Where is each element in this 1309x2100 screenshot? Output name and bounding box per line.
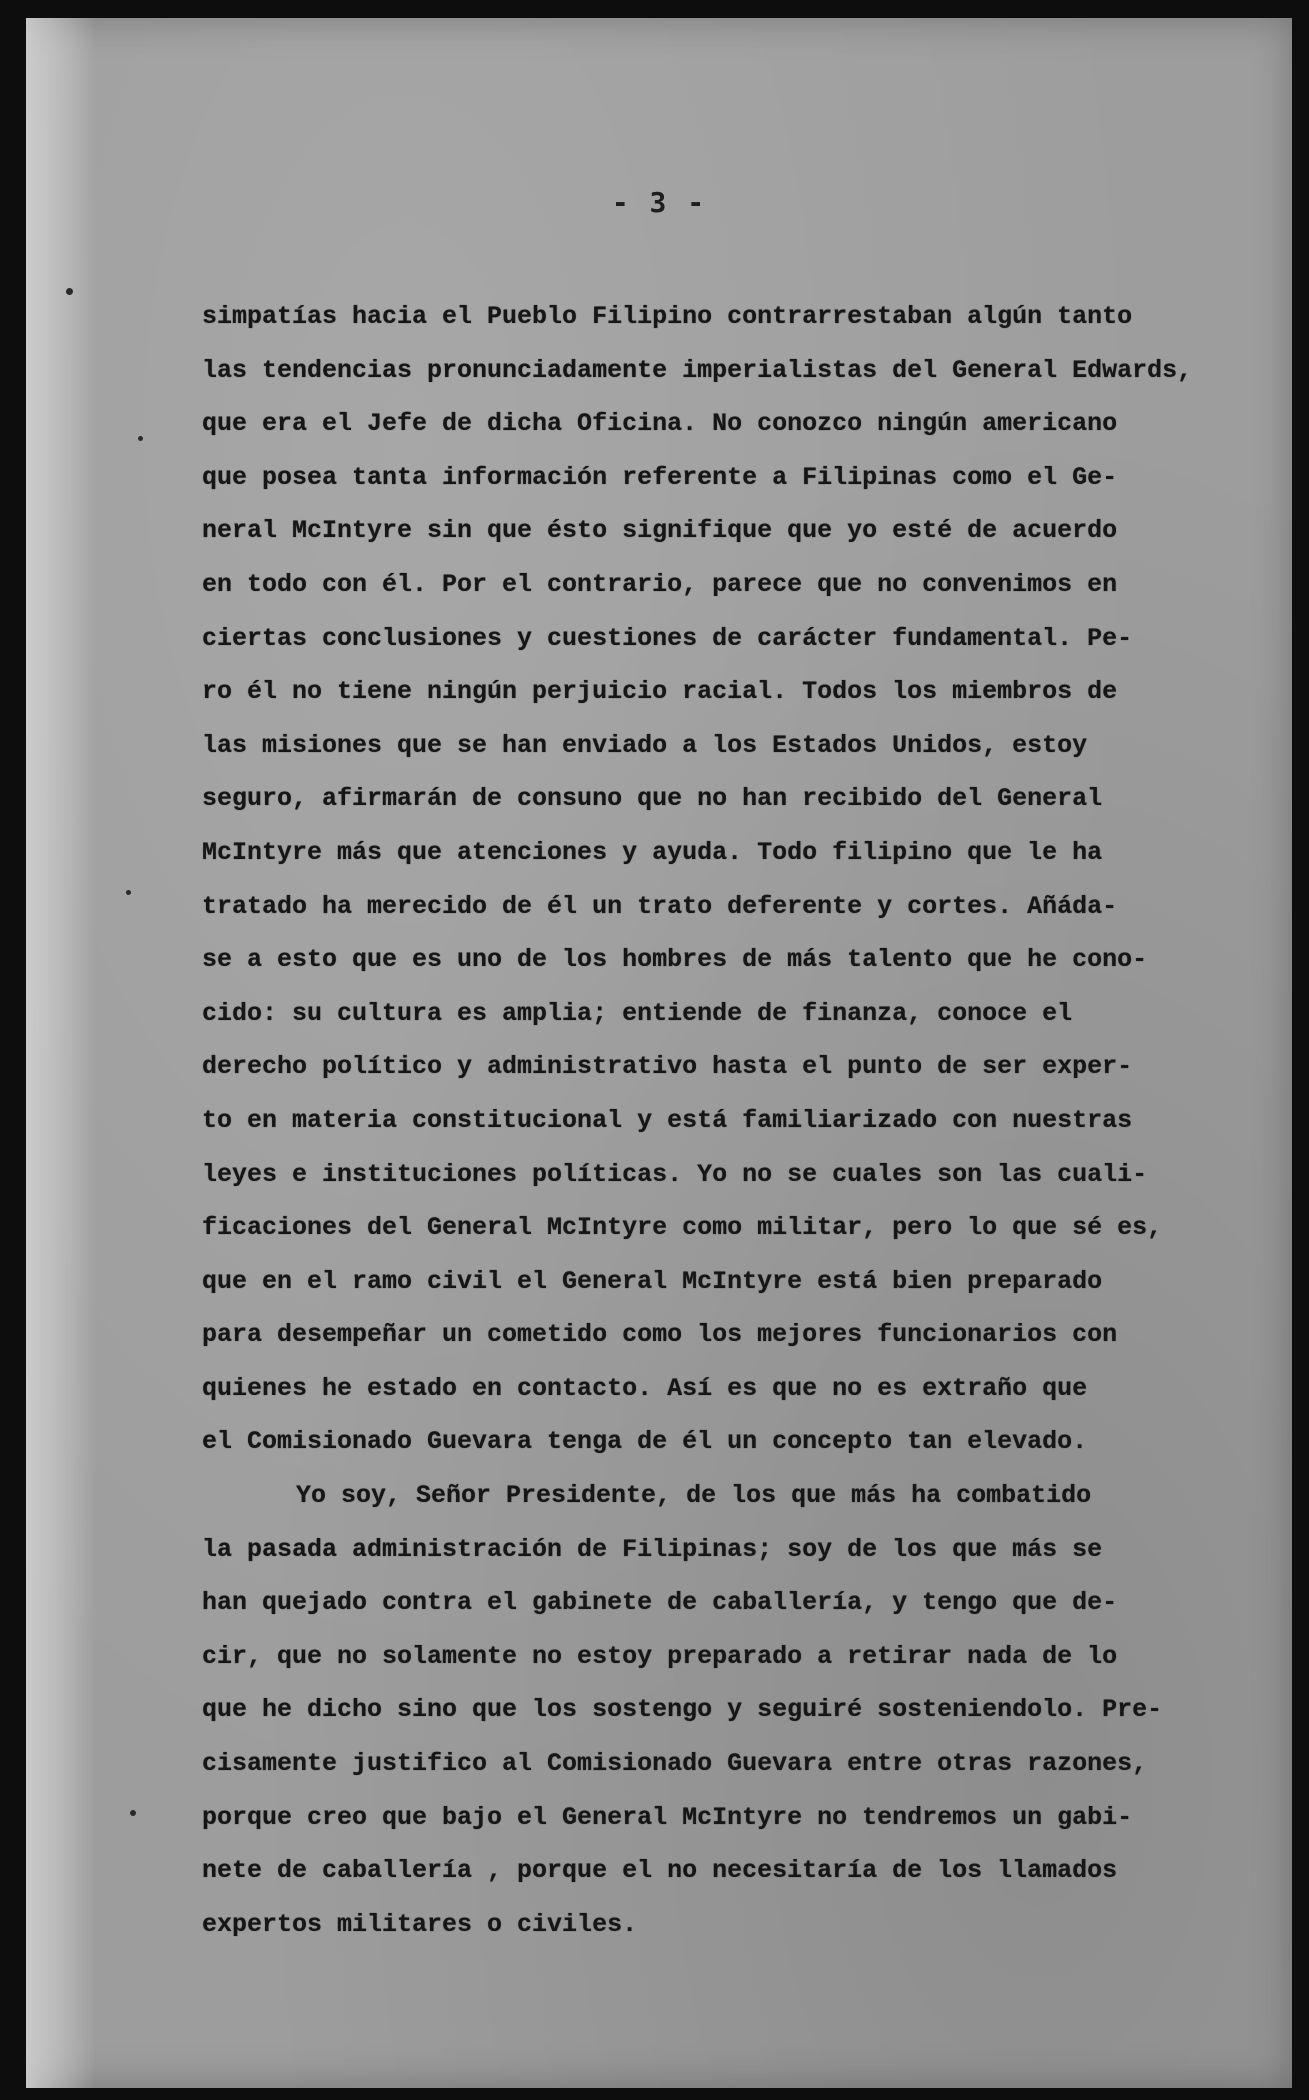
text-line: seguro, afirmarán de consuno que no han recibido del General	[202, 784, 1103, 814]
margin-dot	[130, 1810, 136, 1816]
text-line: que he dicho sino que los sostengo y seguiré sosteniendolo. Pre-	[202, 1695, 1163, 1725]
text-line: cido: su cultura es amplia; entiende de finanza, conoce el	[202, 998, 1073, 1028]
text-line: que era el Jefe de dicha Oficina. No conozco ningún americano	[202, 409, 1118, 439]
text-line: neral McIntyre sin que ésto signifique que yo esté de acuerdo	[202, 516, 1118, 546]
text-line: nete de caballería , porque el no necesitaría de los llamados	[202, 1856, 1118, 1886]
text-line: tratado ha merecido de él un trato deferente y cortes. Añáda-	[202, 891, 1118, 921]
text-line: simpatías hacia el Pueblo Filipino contrarrestaban algún tanto	[202, 302, 1133, 331]
text-line: cisamente justifico al Comisionado Guevara entre otras razones,	[202, 1749, 1148, 1779]
text-line: ficaciones del General McIntyre como militar, pero lo que sé es,	[202, 1213, 1163, 1243]
text-line: la pasada administración de Filipinas; soy de los que más se	[202, 1534, 1103, 1564]
text-line: se a esto que es uno de los hombres de más talento que he cono-	[202, 945, 1148, 975]
text-line: las tendencias pronunciadamente imperialistas del General Edwards,	[202, 355, 1193, 385]
text-line: porque creo que bajo el General McIntyre no tendremos un gabi-	[202, 1802, 1133, 1832]
text-line: cir, que no solamente no estoy preparado a retirar nada de lo	[202, 1641, 1118, 1671]
body-text	[202, 290, 1282, 1951]
text-line: derecho político y administrativo hasta el punto de ser exper-	[202, 1052, 1133, 1082]
text-line: para desempeñar un cometido como los mejores funcionarios con	[202, 1320, 1118, 1350]
text-line: que en el ramo civil el General McIntyre está bien preparado	[202, 1266, 1103, 1296]
text-line: ro él no tiene ningún perjuicio racial. Todos los miembros de	[202, 677, 1118, 707]
text-line: quienes he estado en contacto. Así es que no es extraño que	[202, 1373, 1088, 1403]
page-number: - 3 -	[611, 186, 707, 219]
document-page	[26, 18, 1292, 2088]
text-line: en todo con él. Por el contrario, parece que no convenimos en	[202, 569, 1118, 599]
text-line: McIntyre más que atenciones y ayuda. Todo filipino que le ha	[202, 837, 1103, 867]
text-line: que posea tanta información referente a Filipinas como el Ge-	[202, 462, 1118, 492]
margin-dot	[138, 436, 143, 441]
text-line: to en materia constitucional y está familiarizado con nuestras	[202, 1105, 1133, 1135]
text-line: el Comisionado Guevara tenga de él un concepto tan elevado.	[202, 1427, 1088, 1457]
margin-dot	[126, 890, 131, 895]
text-line: leyes e instituciones políticas. Yo no se cuales son las cuali-	[202, 1159, 1148, 1189]
text-line: ciertas conclusiones y cuestiones de carácter fundamental. Pe-	[202, 623, 1133, 653]
text-line: las misiones que se han enviado a los Estados Unidos, estoy	[202, 730, 1088, 760]
text-line: han quejado contra el gabinete de caballería, y tengo que de-	[202, 1588, 1118, 1618]
margin-dot	[66, 288, 73, 295]
paragraph-start-line: Yo soy, Señor Presidente, de los que más ha combatido	[296, 1481, 1092, 1511]
text-line: expertos militares o civiles.	[202, 1909, 638, 1939]
